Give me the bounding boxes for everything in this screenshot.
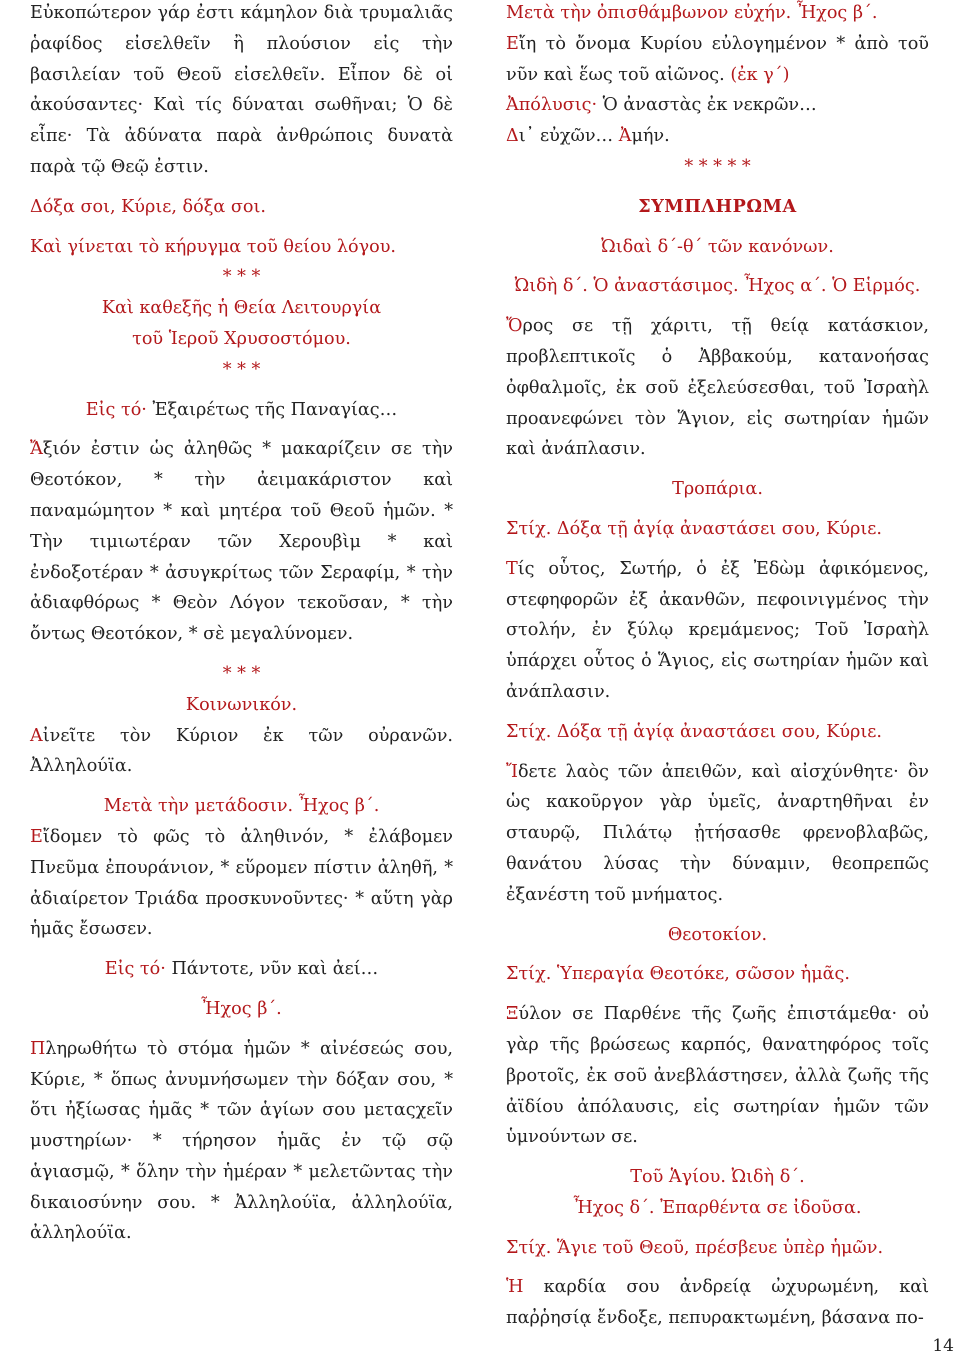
initial-letter: Ἀ [618, 126, 632, 147]
stichos-label: Στίχ. [506, 721, 552, 742]
initial-letter: Τ [506, 558, 518, 579]
xylon-theotokion [506, 999, 929, 1153]
meta-metadosin-heading: Μετὰ τὴν μετάδοσιν. Ἦχος β΄. [103, 796, 380, 817]
stichos-text: Ἅγιε τοῦ Θεοῦ, πρέσβευε ὑπὲρ ἡμῶν. [556, 1237, 884, 1258]
symplirosma-heading: ΣΥΜΠΛΗΡΩΜΑ [638, 195, 797, 217]
hymn-text: καρδία σου ἀνδρείᾳ ὠχυρωμένη, καὶ παῤῥησίᾳ ἔνδοξε, πεπυρακτωμένη, βάσανα πο- [506, 1277, 929, 1329]
oros-hirmos [506, 311, 929, 465]
hymn-text: ἴη τὸ ὄνομα Κυρίου εὐλογημένον * ἀπὸ τοῦ νῦν καὶ ἕως τοῦ αἰῶνος. [506, 33, 929, 85]
page-number: 14 [932, 1336, 954, 1356]
apolysis-label: Ἀπόλυσις· [506, 95, 598, 116]
stichos-line [506, 717, 929, 748]
right-column [506, 0, 929, 1334]
repeat-note: (ἐκ γ΄) [730, 64, 790, 85]
stars-divider: * * * [222, 267, 261, 288]
liturgy-heading-2: τοῦ Ἱεροῦ Χρυσοστόμου. [132, 328, 351, 349]
tis-troparion [506, 554, 929, 708]
hymn-text: ίς οὗτος, Σωτήρ, ὁ ἐξ Ἐδὼμ ἀφικόμενος, στεφηφορῶν ἐξ ἀκανθῶν, πεφοινιγμένος τὴν στολήν, ἐν ξύλῳ κρεμάμενος; Τοῦ Ἰσραὴλ ὑπάρχει οὗτος ὁ Ἅγιος, εἰς σωτηρίαν ἡμῶν καὶ ἀνάπλασιν. [506, 558, 929, 702]
stars-divider: * * * [222, 359, 261, 380]
stars-divider: * * * [222, 663, 261, 684]
opisthambonon-heading: Μετὰ τὴν ὀπισθάμβωνον εὐχήν. Ἦχος β΄. [506, 3, 878, 23]
ainite-hymn [30, 721, 453, 783]
kardia-troparion [506, 1272, 929, 1334]
odi-d-heading: Ὠιδὴ δ΄. Ὁ ἀναστάσιμος. Ἦχος α΄. Ὁ Εἱρμός. [514, 276, 921, 297]
initial-letter: Ε [30, 826, 43, 847]
eis-to-label: Εἰς τό· [85, 399, 147, 420]
apolysis-text: Ὁ ἀναστὰς ἐκ νεκρῶν… [602, 95, 817, 116]
initial-letter: Ἡ [506, 1277, 524, 1298]
initial-letter: Π [30, 1038, 46, 1059]
axion-hymn [30, 434, 453, 650]
stichos-label: Στίχ. [506, 964, 552, 985]
theotokion-heading: Θεοτοκίον. [667, 924, 768, 945]
initial-letter: Ε [506, 33, 519, 54]
apolysis-line [506, 90, 929, 121]
tou-agiou-heading: Τοῦ Ἁγίου. Ὠιδὴ δ΄. [630, 1167, 805, 1188]
hymn-text: ληρωθήτω τὸ στόμα ἡμῶν * αἰνέσεώς σου, Κύριε, * ὅπως ἀνυμνήσωμεν τὴν δόξαν σου, * ὅτι ἠξίωσας ἡμᾶς * τῶν ἁγίων σου μεταςχεῖν μυστηρίων· * τήρησον ἡμᾶς ἐν τῷ σῷ ἁγιασμῷ, * ὅλην τὴν ἡμέραν * μελετῶντας τὴν δικαιοσύνην σου. * Ἀλληλούϊα, ἀλληλούϊα, ἀλληλούϊα. [30, 1038, 453, 1244]
stichos-label: Στίχ. [506, 1237, 552, 1258]
plerotheto-hymn [30, 1034, 453, 1250]
stichos-text: Ὑπεραγία Θεοτόκε, σῶσον ἡμᾶς. [556, 964, 850, 985]
hymn-text: ξιόν ἐστιν ὡς ἀληθῶς * μακαρίζειν σε τὴν Θεοτόκον, * τὴν ἀειμακάριστον καὶ παναμώμητον * καὶ μητέρα τοῦ Θεοῦ ἡμῶν. * Τὴν τιμιωτέραν τῶν Χερουβὶμ * καὶ ἐνδοξοτέραν * ἀσυγκρίτως τῶν Σεραφίμ, * τὴν ἀδιαφθόρως * Θεὸν Λόγον τεκοῦσαν, * τὴν ὄντως Θεοτόκον, * σὲ μεγαλύνομεν. [30, 439, 453, 645]
hymn-text: ἴδομεν τὸ φῶς τὸ ἀληθινόν, * ἐλάβομεν Πνεῦμα ἐπουράνιον, * εὕρομεν πίστιν ἀληθῆ, * ἀδιαίρετον Τριάδα προσκυνοῦντες· * αὕτη γὰρ ἡμᾶς ἔσωσεν. [30, 826, 453, 940]
hymn-text: ρος σε τῇ χάριτι, τῇ θείᾳ κατάσκιον, προβλεπτικοῖς ὁ Ἀββακούμ, κατανοήσας ὀφθαλμοῖς, ἐκ σοῦ ἐξελεύσεσθαι, τοῦ Ἰσραὴλ προανεφώνει τὸν Ἅγιον, εἰς σωτηρίαν ἡμῶν καὶ ἀνάπλασιν. [506, 316, 929, 460]
initial-letter: Ἴ [506, 761, 518, 782]
hymn-text: δετε λαὸς τῶν ἀπειθῶν, καὶ αἰσχύνθητε· ὃν ὡς κακοῦργον γὰρ ὑμεῖς, ἀναρτηθῆναι ἐν σταυρῷ, Πιλάτῳ ᾐτήσασθε φρενοβλαβῶς, θανάτου λύσας τὴν δύναμιν, θεοπρεπῶς ἐξανέστη τοῦ μνήματος. [506, 761, 929, 905]
eidomen-hymn [30, 822, 453, 945]
initial-letter: Ξ [506, 1004, 519, 1025]
eis-to-line-2 [30, 954, 453, 985]
stars-divider: * * * * * [684, 156, 751, 177]
doxa-line: Δόξα σοι, Κύριε, δόξα σοι. [30, 196, 266, 217]
left-column [30, 0, 453, 1249]
eis-to-label: Εἰς τό· [104, 959, 166, 980]
koinonikon-heading: Κοινωνικόν. [185, 694, 298, 715]
gospel-paragraph: Εὐκοπώτερον γάρ ἐστι κάμηλον διὰ τρυμαλιᾶς ῥαφίδος εἰσελθεῖν ἢ πλούσιον εἰς τὴν βασιλείαν τοῦ Θεοῦ εἰσελθεῖν. Εἶπον δὲ οἱ ἀκούσαντες· Καὶ τίς δύναται σωθῆναι; Ὁ δὲ εἶπε· Τὰ ἀδύνατα παρὰ ἀνθρώποις δυνατὰ παρὰ τῷ Θεῷ ἐστιν. [30, 3, 453, 177]
di-euchon-line [506, 121, 929, 152]
stichos-label: Στίχ. [506, 518, 552, 539]
echos-d-heading: Ἦχος δ΄. Ἐπαρθέντα σε ἰδοῦσα. [573, 1197, 862, 1218]
initial-letter: Δ [506, 126, 519, 147]
idete-troparion [506, 757, 929, 911]
stichos-line [506, 514, 929, 545]
initial-letter: Α [30, 725, 43, 746]
di-euchon-text: ι᾽ εὐχῶν… [518, 126, 619, 147]
stichos-text: Δόξα τῇ ἁγίᾳ ἀναστάσει σου, Κύριε. [556, 518, 882, 539]
stichos-line [506, 959, 929, 990]
echos-heading: Ἦχος β΄. [201, 998, 282, 1019]
eie-hymn [506, 29, 929, 91]
stichos-line [506, 1233, 929, 1264]
initial-letter: Ἄ [30, 439, 43, 460]
hymn-text: ἰνεῖτε τὸν Κύριον ἐκ τῶν οὐρανῶν. Ἀλληλούϊα. [30, 725, 453, 777]
amin-text: μήν. [631, 126, 670, 147]
eis-to-text: Πάντοτε, νῦν καὶ ἀεί… [171, 959, 379, 980]
hymn-text: ύλον σε Παρθένε τῆς ζωῆς ἐπιστάμεθα· οὐ γὰρ τῆς βρώσεως καρπός, θανατηφόρος τοῖς βροτοῖς, ἐκ σοῦ ἀνεβλάστησεν, ἀλλὰ ζωῆς τῆς ἀϊδίου ἀπόλαυσις, εἰς σωτηρίαν ἡμῶν τῶν ὑμνούντων σε. [506, 1004, 929, 1148]
odai-heading: Ὠιδαὶ δ΄-θ΄ τῶν κανόνων. [601, 236, 834, 257]
eis-to-text: Ἐξαιρέτως τῆς Παναγίας… [152, 399, 398, 420]
eis-to-line [30, 395, 453, 426]
liturgy-heading-1: Καὶ καθεξῆς ἡ Θεία Λειτουργία [101, 298, 382, 319]
kerygma-line: Καὶ γίνεται τὸ κήρυγμα τοῦ θείου λόγου. [30, 236, 396, 257]
stichos-text: Δόξα τῇ ἁγίᾳ ἀναστάσει σου, Κύριε. [556, 721, 882, 742]
initial-letter: Ὄ [506, 316, 523, 337]
troparia-heading: Τροπάρια. [672, 479, 763, 500]
